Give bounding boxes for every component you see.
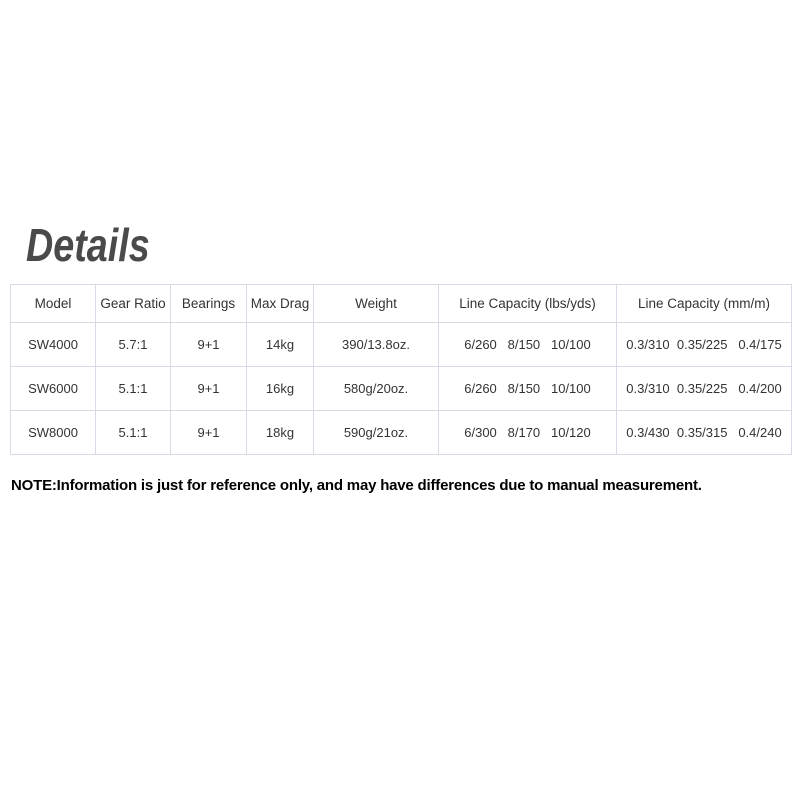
cell-line-capacity-mm: 0.3/310 0.35/225 0.4/175 [617,323,792,367]
cell-line-capacity-lbs: 6/260 8/150 10/100 [439,323,617,367]
spec-table-body [11,323,792,455]
cell-bearings: 9+1 [171,411,247,455]
reference-note: NOTE:Information is just for reference only, and may have differences due to manual measurement. [11,477,702,494]
cell-gear-ratio: 5.1:1 [96,367,171,411]
table-row-sw4000 [11,323,792,367]
spec-table-header [11,285,792,323]
cell-model: SW4000 [11,323,96,367]
cell-weight: 580g/20oz. [314,367,439,411]
cell-gear-ratio: 5.1:1 [96,411,171,455]
cell-model: SW6000 [11,367,96,411]
header-weight: Weight [314,285,439,323]
cell-line-capacity-lbs: 6/300 8/170 10/120 [439,411,617,455]
spec-table [10,284,792,455]
cell-weight: 390/13.8oz. [314,323,439,367]
details-section-title: Details [26,219,150,271]
header-gear-ratio: Gear Ratio [96,285,171,323]
table-row-sw6000 [11,367,792,411]
header-model: Model [11,285,96,323]
header-bearings: Bearings [171,285,247,323]
header-max-drag: Max Drag [247,285,314,323]
cell-line-capacity-mm: 0.3/430 0.35/315 0.4/240 [617,411,792,455]
cell-gear-ratio: 5.7:1 [96,323,171,367]
table-row-sw8000 [11,411,792,455]
cell-line-capacity-mm: 0.3/310 0.35/225 0.4/200 [617,367,792,411]
cell-line-capacity-lbs: 6/260 8/150 10/100 [439,367,617,411]
header-line-capacity-lbs: Line Capacity (lbs/yds) [439,285,617,323]
cell-weight: 590g/21oz. [314,411,439,455]
header-row [11,285,792,323]
cell-max-drag: 18kg [247,411,314,455]
cell-max-drag: 16kg [247,367,314,411]
header-line-capacity-mm: Line Capacity (mm/m) [617,285,792,323]
cell-model: SW8000 [11,411,96,455]
cell-bearings: 9+1 [171,323,247,367]
cell-max-drag: 14kg [247,323,314,367]
cell-bearings: 9+1 [171,367,247,411]
